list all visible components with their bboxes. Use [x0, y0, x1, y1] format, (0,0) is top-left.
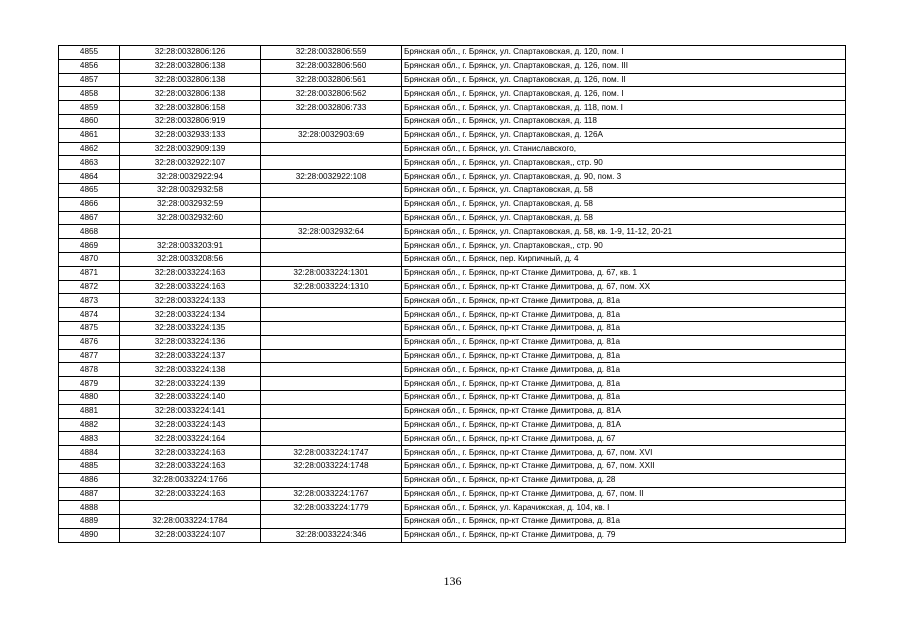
object-cadastral-number-cell: 32:28:0032806:562	[261, 87, 402, 101]
object-cadastral-number-cell: 32:28:0032806:560	[261, 59, 402, 73]
table-row	[59, 404, 846, 418]
row-number-cell: 4866	[59, 197, 120, 211]
object-cadastral-number-cell: 32:28:0032806:733	[261, 101, 402, 115]
object-cadastral-number-cell	[261, 114, 402, 128]
land-cadastral-number-cell: 32:28:0033224:133	[120, 294, 261, 308]
address-cell: Брянская обл., г. Брянск, пр-кт Станке Димитрова, д. 81а	[402, 294, 846, 308]
table-row	[59, 418, 846, 432]
object-cadastral-number-cell: 32:28:0033224:1310	[261, 280, 402, 294]
object-cadastral-number-cell	[261, 252, 402, 266]
land-cadastral-number-cell: 32:28:0033224:136	[120, 335, 261, 349]
row-number-cell: 4873	[59, 294, 120, 308]
row-number-cell: 4872	[59, 280, 120, 294]
address-cell: Брянская обл., г. Брянск, ул. Спартаковская, д. 118	[402, 114, 846, 128]
object-cadastral-number-cell: 32:28:0033224:1779	[261, 501, 402, 515]
address-cell: Брянская обл., г. Брянск, ул. Спартаковская, д. 126, пом. II	[402, 73, 846, 87]
row-number-cell: 4875	[59, 321, 120, 335]
row-number-cell: 4862	[59, 142, 120, 156]
table-row	[59, 239, 846, 253]
table-row	[59, 473, 846, 487]
object-cadastral-number-cell: 32:28:0033224:1748	[261, 459, 402, 473]
land-cadastral-number-cell: 32:28:0033224:137	[120, 349, 261, 363]
land-cadastral-number-cell: 32:28:0032806:138	[120, 73, 261, 87]
address-cell: Брянская обл., г. Брянск, ул. Спартаковская, д. 58	[402, 211, 846, 225]
object-cadastral-number-cell	[261, 418, 402, 432]
table-row	[59, 170, 846, 184]
land-cadastral-number-cell: 32:28:0033224:143	[120, 418, 261, 432]
land-cadastral-number-cell: 32:28:0032806:138	[120, 87, 261, 101]
row-number-cell: 4877	[59, 349, 120, 363]
address-cell: Брянская обл., г. Брянск, пр-кт Станке Димитрова, д. 67, пом. XX	[402, 280, 846, 294]
object-cadastral-number-cell	[261, 197, 402, 211]
table-row	[59, 59, 846, 73]
address-cell: Брянская обл., г. Брянск, ул. Спартаковская, д. 126, пом. III	[402, 59, 846, 73]
address-cell: Брянская обл., г. Брянск, ул. Карачижская, д. 104, кв. I	[402, 501, 846, 515]
address-cell: Брянская обл., г. Брянск, пр-кт Станке Димитрова, д. 28	[402, 473, 846, 487]
row-number-cell: 4882	[59, 418, 120, 432]
table-row	[59, 197, 846, 211]
object-cadastral-number-cell: 32:28:0032806:561	[261, 73, 402, 87]
table-row	[59, 487, 846, 501]
address-cell: Брянская обл., г. Брянск, пр-кт Станке Димитрова, д. 81А	[402, 418, 846, 432]
row-number-cell: 4883	[59, 432, 120, 446]
address-cell: Брянская обл., г. Брянск, пр-кт Станке Димитрова, д. 81а	[402, 515, 846, 529]
property-register-table	[58, 45, 846, 543]
object-cadastral-number-cell	[261, 211, 402, 225]
address-cell: Брянская обл., г. Брянск, пр-кт Станке Димитрова, д. 81а	[402, 349, 846, 363]
row-number-cell: 4868	[59, 225, 120, 239]
address-cell: Брянская обл., г. Брянск, пр-кт Станке Димитрова, д. 81а	[402, 308, 846, 322]
table-row	[59, 156, 846, 170]
row-number-cell: 4869	[59, 239, 120, 253]
address-cell: Брянская обл., г. Брянск, пр-кт Станке Димитрова, д. 81а	[402, 390, 846, 404]
table-row	[59, 294, 846, 308]
address-cell: Брянская обл., г. Брянск, пр-кт Станке Димитрова, д. 79	[402, 528, 846, 542]
row-number-cell: 4884	[59, 446, 120, 460]
row-number-cell: 4881	[59, 404, 120, 418]
row-number-cell: 4859	[59, 101, 120, 115]
table-row	[59, 128, 846, 142]
table-row	[59, 266, 846, 280]
land-cadastral-number-cell: 32:28:0032806:919	[120, 114, 261, 128]
land-cadastral-number-cell: 32:28:0033224:163	[120, 280, 261, 294]
page-number: 136	[443, 574, 462, 588]
object-cadastral-number-cell: 32:28:0032903:69	[261, 128, 402, 142]
land-cadastral-number-cell: 32:28:0033224:134	[120, 308, 261, 322]
address-cell: Брянская обл., г. Брянск, пр-кт Станке Димитрова, д. 81а	[402, 377, 846, 391]
table-row	[59, 335, 846, 349]
row-number-cell: 4885	[59, 459, 120, 473]
table-row	[59, 142, 846, 156]
object-cadastral-number-cell	[261, 404, 402, 418]
object-cadastral-number-cell	[261, 363, 402, 377]
object-cadastral-number-cell	[261, 515, 402, 529]
land-cadastral-number-cell: 32:28:0032806:138	[120, 59, 261, 73]
address-cell: Брянская обл., г. Брянск, ул. Спартаковская, д. 126А	[402, 128, 846, 142]
land-cadastral-number-cell: 32:28:0033224:135	[120, 321, 261, 335]
address-cell: Брянская обл., г. Брянск, ул. Станиславского,	[402, 142, 846, 156]
table-row	[59, 252, 846, 266]
row-number-cell: 4887	[59, 487, 120, 501]
land-cadastral-number-cell: 32:28:0033224:163	[120, 459, 261, 473]
object-cadastral-number-cell	[261, 473, 402, 487]
address-cell: Брянская обл., г. Брянск, пр-кт Станке Димитрова, д. 67, пом. II	[402, 487, 846, 501]
row-number-cell: 4879	[59, 377, 120, 391]
object-cadastral-number-cell	[261, 308, 402, 322]
table-row	[59, 87, 846, 101]
address-cell: Брянская обл., г. Брянск, пр-кт Станке Димитрова, д. 67, кв. 1	[402, 266, 846, 280]
land-cadastral-number-cell: 32:28:0033224:139	[120, 377, 261, 391]
table-row	[59, 349, 846, 363]
address-cell: Брянская обл., г. Брянск, ул. Спартаковская, д. 58	[402, 183, 846, 197]
land-cadastral-number-cell: 32:28:0032806:158	[120, 101, 261, 115]
land-cadastral-number-cell: 32:28:0032806:126	[120, 46, 261, 60]
land-cadastral-number-cell: 32:28:0033224:163	[120, 487, 261, 501]
row-number-cell: 4861	[59, 128, 120, 142]
object-cadastral-number-cell	[261, 183, 402, 197]
row-number-cell: 4880	[59, 390, 120, 404]
row-number-cell: 4871	[59, 266, 120, 280]
row-number-cell: 4870	[59, 252, 120, 266]
land-cadastral-number-cell: 32:28:0033224:163	[120, 266, 261, 280]
object-cadastral-number-cell	[261, 377, 402, 391]
row-number-cell: 4860	[59, 114, 120, 128]
row-number-cell: 4888	[59, 501, 120, 515]
object-cadastral-number-cell: 32:28:0032922:108	[261, 170, 402, 184]
table-row	[59, 528, 846, 542]
address-cell: Брянская обл., г. Брянск, ул. Спартаковская, д. 58	[402, 197, 846, 211]
address-cell: Брянская обл., г. Брянск, пер. Кирпичный, д. 4	[402, 252, 846, 266]
land-cadastral-number-cell: 32:28:0033208:56	[120, 252, 261, 266]
object-cadastral-number-cell	[261, 390, 402, 404]
table-body	[59, 46, 846, 543]
address-cell: Брянская обл., г. Брянск, пр-кт Станке Димитрова, д. 67	[402, 432, 846, 446]
table-row	[59, 101, 846, 115]
row-number-cell: 4864	[59, 170, 120, 184]
object-cadastral-number-cell	[261, 294, 402, 308]
land-cadastral-number-cell	[120, 501, 261, 515]
table-row	[59, 515, 846, 529]
table-row	[59, 501, 846, 515]
land-cadastral-number-cell: 32:28:0033203:91	[120, 239, 261, 253]
object-cadastral-number-cell: 32:28:0032932:64	[261, 225, 402, 239]
address-cell: Брянская обл., г. Брянск, пр-кт Станке Димитрова, д. 67, пом. XXII	[402, 459, 846, 473]
object-cadastral-number-cell: 32:28:0032806:559	[261, 46, 402, 60]
land-cadastral-number-cell: 32:28:0033224:163	[120, 446, 261, 460]
object-cadastral-number-cell	[261, 349, 402, 363]
row-number-cell: 4890	[59, 528, 120, 542]
land-cadastral-number-cell: 32:28:0033224:1784	[120, 515, 261, 529]
land-cadastral-number-cell: 32:28:0032922:94	[120, 170, 261, 184]
land-cadastral-number-cell: 32:28:0032909:139	[120, 142, 261, 156]
table-row	[59, 377, 846, 391]
row-number-cell: 4878	[59, 363, 120, 377]
row-number-cell: 4863	[59, 156, 120, 170]
table-row	[59, 225, 846, 239]
address-cell: Брянская обл., г. Брянск, ул. Спартаковская, д. 58, кв. 1-9, 11-12, 20-21	[402, 225, 846, 239]
land-cadastral-number-cell: 32:28:0033224:164	[120, 432, 261, 446]
land-cadastral-number-cell: 32:28:0033224:138	[120, 363, 261, 377]
table-row	[59, 321, 846, 335]
table-row	[59, 446, 846, 460]
object-cadastral-number-cell	[261, 335, 402, 349]
land-cadastral-number-cell: 32:28:0032932:59	[120, 197, 261, 211]
row-number-cell: 4865	[59, 183, 120, 197]
table-row	[59, 183, 846, 197]
table-row	[59, 73, 846, 87]
address-cell: Брянская обл., г. Брянск, ул. Спартаковская,, стр. 90	[402, 239, 846, 253]
object-cadastral-number-cell	[261, 432, 402, 446]
address-cell: Брянская обл., г. Брянск, пр-кт Станке Димитрова, д. 81а	[402, 321, 846, 335]
object-cadastral-number-cell	[261, 239, 402, 253]
table-row	[59, 363, 846, 377]
table-row	[59, 390, 846, 404]
address-cell: Брянская обл., г. Брянск, пр-кт Станке Димитрова, д. 67, пом. XVI	[402, 446, 846, 460]
land-cadastral-number-cell: 32:28:0033224:140	[120, 390, 261, 404]
object-cadastral-number-cell: 32:28:0033224:1767	[261, 487, 402, 501]
row-number-cell: 4857	[59, 73, 120, 87]
row-number-cell: 4856	[59, 59, 120, 73]
object-cadastral-number-cell: 32:28:0033224:346	[261, 528, 402, 542]
address-cell: Брянская обл., г. Брянск, ул. Спартаковская, д. 126, пом. I	[402, 87, 846, 101]
address-cell: Брянская обл., г. Брянск, пр-кт Станке Димитрова, д. 81А	[402, 404, 846, 418]
table-row	[59, 114, 846, 128]
object-cadastral-number-cell	[261, 142, 402, 156]
table-row	[59, 432, 846, 446]
object-cadastral-number-cell	[261, 321, 402, 335]
address-cell: Брянская обл., г. Брянск, ул. Спартаковская, д. 90, пом. 3	[402, 170, 846, 184]
table-row	[59, 280, 846, 294]
land-cadastral-number-cell: 32:28:0033224:107	[120, 528, 261, 542]
land-cadastral-number-cell: 32:28:0032933:133	[120, 128, 261, 142]
land-cadastral-number-cell: 32:28:0032922:107	[120, 156, 261, 170]
row-number-cell: 4889	[59, 515, 120, 529]
table-row	[59, 459, 846, 473]
row-number-cell: 4874	[59, 308, 120, 322]
address-cell: Брянская обл., г. Брянск, пр-кт Станке Димитрова, д. 81а	[402, 335, 846, 349]
address-cell: Брянская обл., г. Брянск, ул. Спартаковская, д. 120, пом. I	[402, 46, 846, 60]
object-cadastral-number-cell	[261, 156, 402, 170]
address-cell: Брянская обл., г. Брянск, ул. Спартаковская, д. 118, пом. I	[402, 101, 846, 115]
row-number-cell: 4867	[59, 211, 120, 225]
address-cell: Брянская обл., г. Брянск, ул. Спартаковская,, стр. 90	[402, 156, 846, 170]
land-cadastral-number-cell	[120, 225, 261, 239]
row-number-cell: 4886	[59, 473, 120, 487]
land-cadastral-number-cell: 32:28:0032932:58	[120, 183, 261, 197]
address-cell: Брянская обл., г. Брянск, пр-кт Станке Димитрова, д. 81а	[402, 363, 846, 377]
table-row	[59, 211, 846, 225]
table-row	[59, 308, 846, 322]
object-cadastral-number-cell: 32:28:0033224:1301	[261, 266, 402, 280]
row-number-cell: 4855	[59, 46, 120, 60]
row-number-cell: 4876	[59, 335, 120, 349]
land-cadastral-number-cell: 32:28:0033224:141	[120, 404, 261, 418]
land-cadastral-number-cell: 32:28:0032932:60	[120, 211, 261, 225]
land-cadastral-number-cell: 32:28:0033224:1766	[120, 473, 261, 487]
table-row	[59, 46, 846, 60]
row-number-cell: 4858	[59, 87, 120, 101]
object-cadastral-number-cell: 32:28:0033224:1747	[261, 446, 402, 460]
